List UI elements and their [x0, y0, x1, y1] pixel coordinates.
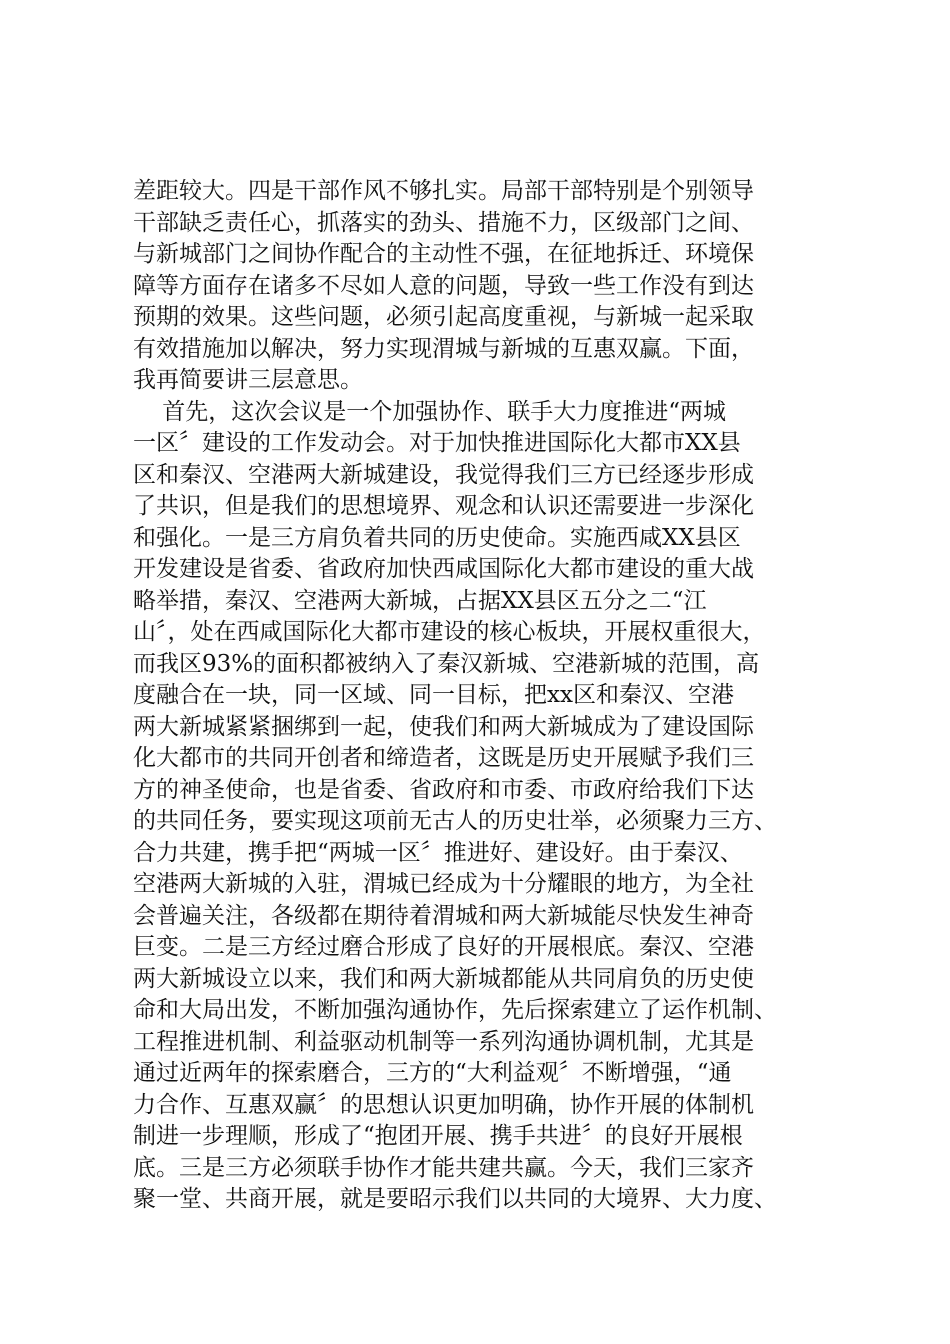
text-line: 两大新城紧紧捆绑到一起，使我们和两大新城成为了建设国际	[133, 713, 754, 740]
text-line: 我再简要讲三层意思。	[133, 367, 363, 393]
text-line: 区和秦汉、空港两大新城建设，我觉得我们三方已经逐步形成	[133, 461, 754, 488]
text-line: 度融合在一块，同一区域、同一目标，把xx区和秦汉、空港	[133, 682, 734, 708]
text-line: 和强化。一是三方肩负着共同的历史使命。实施西咸XX县区	[133, 524, 741, 551]
text-line: 有效措施加以解决，努力实现渭城与新城的互惠双赢。下面，	[133, 335, 754, 362]
text-line: 了共识，但是我们的思想境界、观念和认识还需要进一步深化	[133, 493, 754, 519]
text-line: 与新城部门之间协作配合的主动性不强，在征地拆迁、环境保	[133, 241, 754, 267]
body-text	[133, 176, 833, 1216]
text-line: 力合作、互惠双赢〞的思想认识更加明确，协作开展的体制机	[133, 1091, 754, 1118]
text-line: 方的神圣使命，也是省委、省政府和市委、市政府给我们下达	[133, 776, 754, 803]
text-line: 会普遍关注，各级都在期待着渭城和两大新城能尽快发生神奇	[133, 902, 754, 929]
text-line: 山〞，处在西咸国际化大都市建设的核心板块，开展权重很大，	[133, 619, 766, 645]
text-line: 空港两大新城的入驻，渭城已经成为十分耀眼的地方，为全社	[133, 871, 754, 897]
text-line: 干部缺乏责任心，抓落实的劲头、措施不力，区级部门之间、	[133, 209, 754, 236]
text-line: 略举措，秦汉、空港两大新城，占据XX县区五分之二“江	[133, 587, 707, 614]
text-line: 一区〞建设的工作发动会。对于加快推进国际化大都市XX县	[133, 430, 741, 456]
text-line: 开发建设是省委、省政府加快西咸国际化大都市建设的重大战	[133, 556, 754, 582]
text-line: 而我区93%的面积都被纳入了秦汉新城、空港新城的范围，高	[133, 650, 760, 677]
text-line: 巨变。二是三方经过磨合形成了良好的开展根底。秦汉、空港	[133, 934, 754, 960]
text-line: 合力共建，携手把“两城一区〞推进好、建设好。由于秦汉、	[133, 839, 743, 866]
text-line: 差距较大。四是干部作风不够扎实。局部干部特别是个别领导	[133, 178, 754, 204]
text-line: 化大都市的共同开创者和缔造者，这既是历史开展赋予我们三	[133, 745, 754, 771]
text-line: 制进一步理顺，形成了“抱团开展、携手共进〞的良好开展根	[133, 1123, 743, 1149]
text-line: 的共同任务，要实现这项前无古人的历史壮举，必须聚力三方、	[133, 808, 777, 834]
text-line: 障等方面存在诸多不尽如人意的问题，导致一些工作没有到达	[133, 272, 754, 299]
text-line: 首先，这次会议是一个加强协作、联手大力度推进“两城	[133, 398, 727, 425]
text-line: 通过近两年的探索磨合，三方的“大利益观〞不断增强，“通	[133, 1060, 732, 1086]
text-line: 底。三是三方必须联手协作才能共建共赢。今天，我们三家齐	[133, 1154, 754, 1181]
text-line: 聚一堂、共商开展，就是要昭示我们以共同的大境界、大力度、	[133, 1186, 777, 1212]
text-line: 命和大局出发，不断加强沟通协作，先后探索建立了运作机制、	[133, 997, 777, 1023]
text-line: 两大新城设立以来，我们和两大新城都能从共同肩负的历史使	[133, 965, 754, 992]
text-line: 工程推进机制、利益驱动机制等一系列沟通协调机制，尤其是	[133, 1028, 754, 1055]
text-line: 预期的效果。这些问题，必须引起高度重视，与新城一起采取	[133, 304, 754, 330]
